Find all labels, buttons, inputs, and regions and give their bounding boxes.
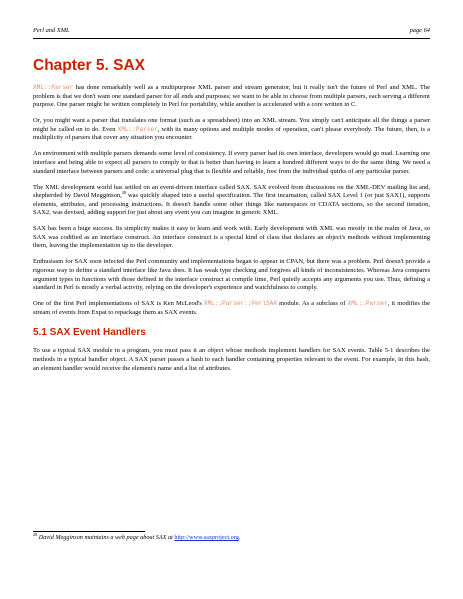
paragraph-4-after: was quickly shaped into a useful specification. The first incarnation, called SAX Level 1 (or just SAX1), supports elements, attributes, and processing instructions. It doesn't handle some other things like namespaces or CDATA sections, so the second iteration, SAX2, was devised, adding support for just about any event you can imagine in generic XML. (33, 192, 430, 217)
book-title: Perl and XML (33, 27, 70, 34)
code-perlsax: XML::Parser::PerlSAX (203, 300, 277, 308)
header-divider (33, 38, 430, 39)
paragraph-3: An environment with multiple parsers demands some level of consistency. If every parser had its own interface, developers would go mad. Learning one interface and being able to expect all parsers to comply to that is better than having to learn a hundred different ways to do the same thing. We need a standard interface between parsers and code: a universal plug that is flexible and reliable, free from the individual quirks of any particular parser. (33, 150, 430, 175)
footnote-reference[interactable]: 28 (121, 189, 126, 195)
paragraph-7-before: One of the first Perl implementations of SAX is Ken McLeod's (33, 300, 204, 308)
code-xml-parser: XML::Parser (117, 125, 158, 133)
paragraph-7-middle: module. As a subclass of (276, 300, 348, 308)
paragraph-1 (33, 84, 430, 110)
section-heading: 5.1 SAX Event Handlers (33, 327, 146, 339)
paragraph-7-after: , it modifies the stream of events from Expat to repackage them as SAX events. (33, 300, 430, 316)
code-xml-parser: XML::Parser (347, 300, 388, 308)
code-xml-parser: XML::Parser (33, 84, 74, 91)
footnote-divider (33, 531, 145, 532)
chapter-body (33, 84, 430, 381)
footnote-mark: 28 (33, 531, 38, 537)
section-paragraph-1: To use a typical SAX module in a program, you must pass it an object whose methods implement handlers for SAX events. Table 5-1 describes the methods in a typical handler object. A SAX parser passes a hash to each handler containing properties relevant to the event. For example, in this hash, an element handler would receive the element's name and a list of attributes. (33, 347, 430, 372)
footnote-text: David Megginson maintains a web page about SAX at (37, 534, 175, 541)
paragraph-2-before: Or, you might want a parser that translates one format (such as a spreadsheet) into an XML stream. You simply can't anticipate all the things a parser might be called on to do. Even (33, 117, 430, 133)
chapter-title: Chapter 5. SAX (33, 57, 145, 74)
paragraph-7 (33, 300, 430, 317)
paragraph-4 (33, 184, 430, 218)
paragraph-6: Enthusiasm for SAX soon infected the Perl community and implementations began to appear in CPAN, but there was a problem. Perl doesn't provide a rigorous way to define a standard interface like Java does. It has weak type checking and forgives all kinds of inconsistencies. Whereas Java compares argument types in functions with those defined in the interface construct at compile time, Perl quietly accepts any arguments you use. Thus, defining a standard in Perl is mostly a verbal activity, relying on the developer's experience and watchfulness to comply. (33, 258, 430, 292)
paragraph-2 (33, 117, 430, 143)
footnote (33, 531, 430, 541)
paragraph-1-text: has done remarkably well as a multipurpose XML parser and stream generator, but it really isn't the future of Perl and XML. The problem is that we don't want one standard parser for all ends and purposes; we want to be able to choose from multiple parsers, each serving a different purpose. One parser might be written completely in Perl for portability, while another is accelerated with a core written in C. (33, 84, 430, 109)
paragraph-4-before: The XML development world has settled on an event-driven interface called SAX. SAX evolved from discussions on the XML-DEV mailing list and, shepherded by David Megginson, (33, 183, 430, 200)
page-number: page 64 (409, 27, 430, 34)
footnote-end: . (238, 534, 241, 541)
paragraph-5: SAX has been a huge success. Its simplicity makes it easy to learn and work with. Early development with XML was mostly in the realm of Java, so SAX was codified as an interface construct. An interface construct is a special kind of class that declares an object's methods without implementing them, leaving the implementation up to the developer. (33, 225, 430, 250)
paragraph-2-after: , with its many options and multiple modes of operation, can't please everybody. The future, then, is a multiplicity of parsers that cover any situation you encounter. (33, 125, 430, 142)
saxproject-link[interactable]: http://www.saxproject.org (174, 534, 239, 541)
